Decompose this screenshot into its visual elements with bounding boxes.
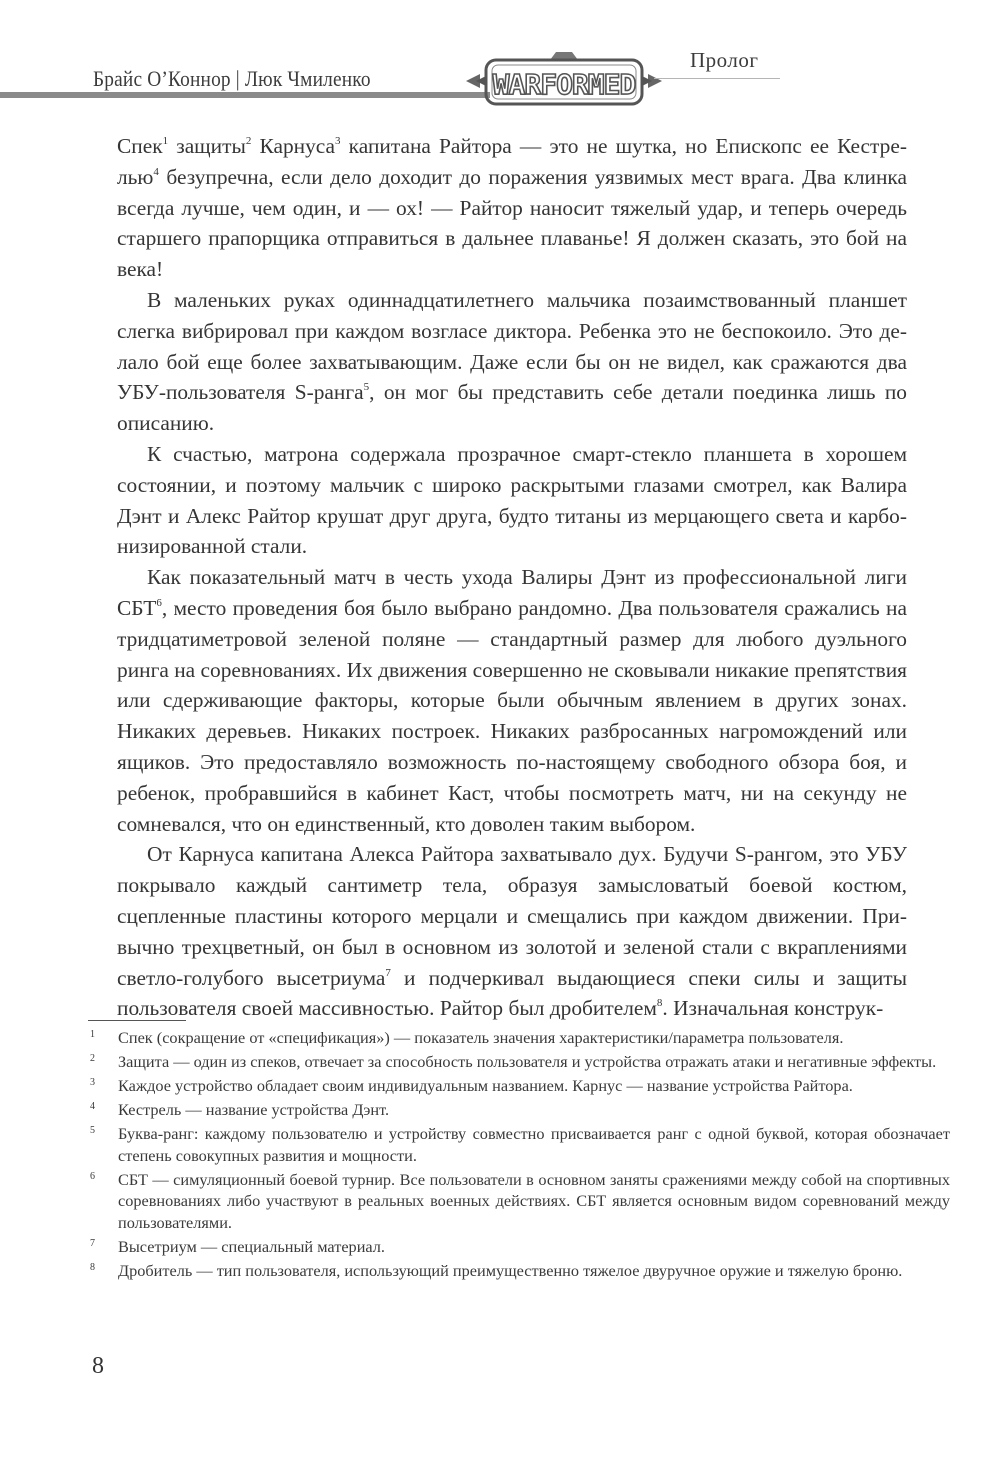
paragraph: Спек$^1$ защиты$^2$ Карнуса$^3$ капитана Райтора — это не шутка, но Епископс ее Кестрелью$^4$ безупречна, если дело доходит до поражения уязвимых мест врага. Два клинка всегда лучше, чем один, и — ох! — Райтор наносит тяжелый удар, и теперь очередь старшего прапорщика отправиться в дальнее плаванье! Я должен сказать, это бой на века! xyxy=(117,134,907,282)
footnote-text: Дробитель — тип пользователя, использующий преимущественно тяжелое двуручное оружие и тяжелую броню. xyxy=(118,1260,903,1280)
footnote-ref[interactable]: 7 xyxy=(385,966,391,979)
footnote-separator xyxy=(88,1020,186,1021)
footnote-item xyxy=(88,1169,950,1234)
footnote-item xyxy=(88,1027,950,1049)
footnote-text: Защита — один из спеков, отвечает за способность пользователя и устройства отражать атаки и негативные эффекты. xyxy=(118,1051,937,1071)
footnote-number: 4 xyxy=(90,1100,95,1112)
warformed-logo-icon xyxy=(466,50,662,112)
footnote-text: Высетриум — специальный материал. xyxy=(118,1236,385,1256)
header-authors: Брайс О’Коннор | Люк Чмиленко xyxy=(93,66,371,91)
footnote-number: 3 xyxy=(90,1076,95,1088)
paragraph: От Карнуса капитана Алекса Райтора захватывало дух. Будучи S-рангом, это УБУ покрывало каждый сантиметр тела, образуя замысловатый боевой костюм, сцепленные пластины которого мерцали и смещались при каждом движении. Привычно трехцветный, он был в основном из золотой и зеленой стали с вкраплениями светло-голубого высетриума$^7$ и подчеркивал выдающиеся спеки силы и защиты пользователя своей массивностью. Райтор был дробителем$^8$. Изначальная конструк- xyxy=(117,842,907,1021)
footnote-number: 5 xyxy=(90,1124,95,1136)
footnote-ref[interactable]: 8 xyxy=(656,997,663,1010)
footnote-text: Кестрель — название устройства Дэнт. xyxy=(118,1099,390,1119)
running-header xyxy=(0,0,1000,115)
chapter-underline xyxy=(654,78,780,79)
svg-text:WARFORMED: WARFORMED xyxy=(492,68,636,101)
footnote-ref[interactable]: 1 xyxy=(162,135,169,147)
footnote-item xyxy=(88,1123,950,1166)
footnote-ref[interactable]: 4 xyxy=(153,165,159,178)
footnote-ref[interactable]: 6 xyxy=(156,596,162,609)
footnote-number: 6 xyxy=(90,1170,95,1182)
footnote-ref[interactable]: 2 xyxy=(245,135,252,147)
paragraph: Как показательный матч в честь ухода Валиры Дэнт из профессиональной лиги СБТ$^6$, место проведения боя было выбрано рандомно. Два пользователя сражались на тридцатиметровой зеленой поляне — стандартный размер для любого дуэльного ринга на соревнованиях. Их движения совершенно не сковывали никакие препятствия или сдерживающие факторы, которые были обычным явлением в других зонах. Никаких деревьев. Никаких построек. Никаких разбросанных нагромождений или ящиков. Это предоставляло возможность по-настоящему свободного обзора боя, и ребенок, пробравшийся в кабинет Каст, чтобы посмотреть матч, ни на секунду не сомневался, что он единственный, кто доволен таким выбором. xyxy=(117,565,907,836)
footnote-item xyxy=(88,1236,950,1258)
header-chapter-title: Пролог xyxy=(690,48,759,72)
main-text xyxy=(117,131,907,1024)
footnote-number: 2 xyxy=(90,1052,95,1064)
page-number: 8 xyxy=(92,1353,104,1379)
footnote-text: Каждое устройство обладает своим индивидуальным названием. Карнус — название устройства Райтора. xyxy=(118,1075,853,1095)
header-bar-divider xyxy=(0,92,490,98)
footnote-number: 7 xyxy=(90,1237,95,1249)
footnotes xyxy=(88,1027,950,1284)
footnote-item xyxy=(88,1075,950,1097)
paragraph: К счастью, матрона содержала прозрачное смарт-стекло планшета в хорошем состоянии, и поэтому мальчик с широко раскрытыми глазами смотрел, как Валира Дэнт и Алекс Райтор крушат друг друга, будто титаны из мерцающего света и карбонизированной стали. xyxy=(117,441,907,559)
paragraph: В маленьких руках одиннадцатилетнего мальчика позаимствованный планшет слегка вибрировал при каждом возгласе диктора. Ребенка это не беспокоило. Это делало бой еще более захватывающим. Даже если бы он не видел, как сражаются два УБУ-пользователя S-ранга$^5$, он мог бы представить себе детали поединка лишь по описанию. xyxy=(117,287,908,436)
footnote-number: 8 xyxy=(90,1261,95,1273)
footnote-number: 1 xyxy=(90,1029,95,1040)
footnote-item xyxy=(88,1099,950,1121)
footnote-item xyxy=(88,1051,950,1073)
footnote-ref[interactable]: 3 xyxy=(335,135,341,147)
footnote-text: Спек (сокращение от «спецификация») — показатель значения характеристики/параметра пользователя. xyxy=(118,1028,844,1047)
footnote-ref[interactable]: 5 xyxy=(363,381,370,394)
footnote-item xyxy=(88,1260,950,1282)
footnote-text: Буква-ранг: каждому пользователю и устройству совместно присваивается ранг с одной буквой, которая обозначает степень совокупных развития и мощности. xyxy=(118,1123,950,1165)
footnote-text: СБТ — симуляционный боевой турнир. Все пользователи в основном заняты сражениями между собой на спортивных соревнованиях либо участвуют в реальных военных действиях. СБТ является основным видом соревнований между пользователями. xyxy=(118,1169,950,1232)
